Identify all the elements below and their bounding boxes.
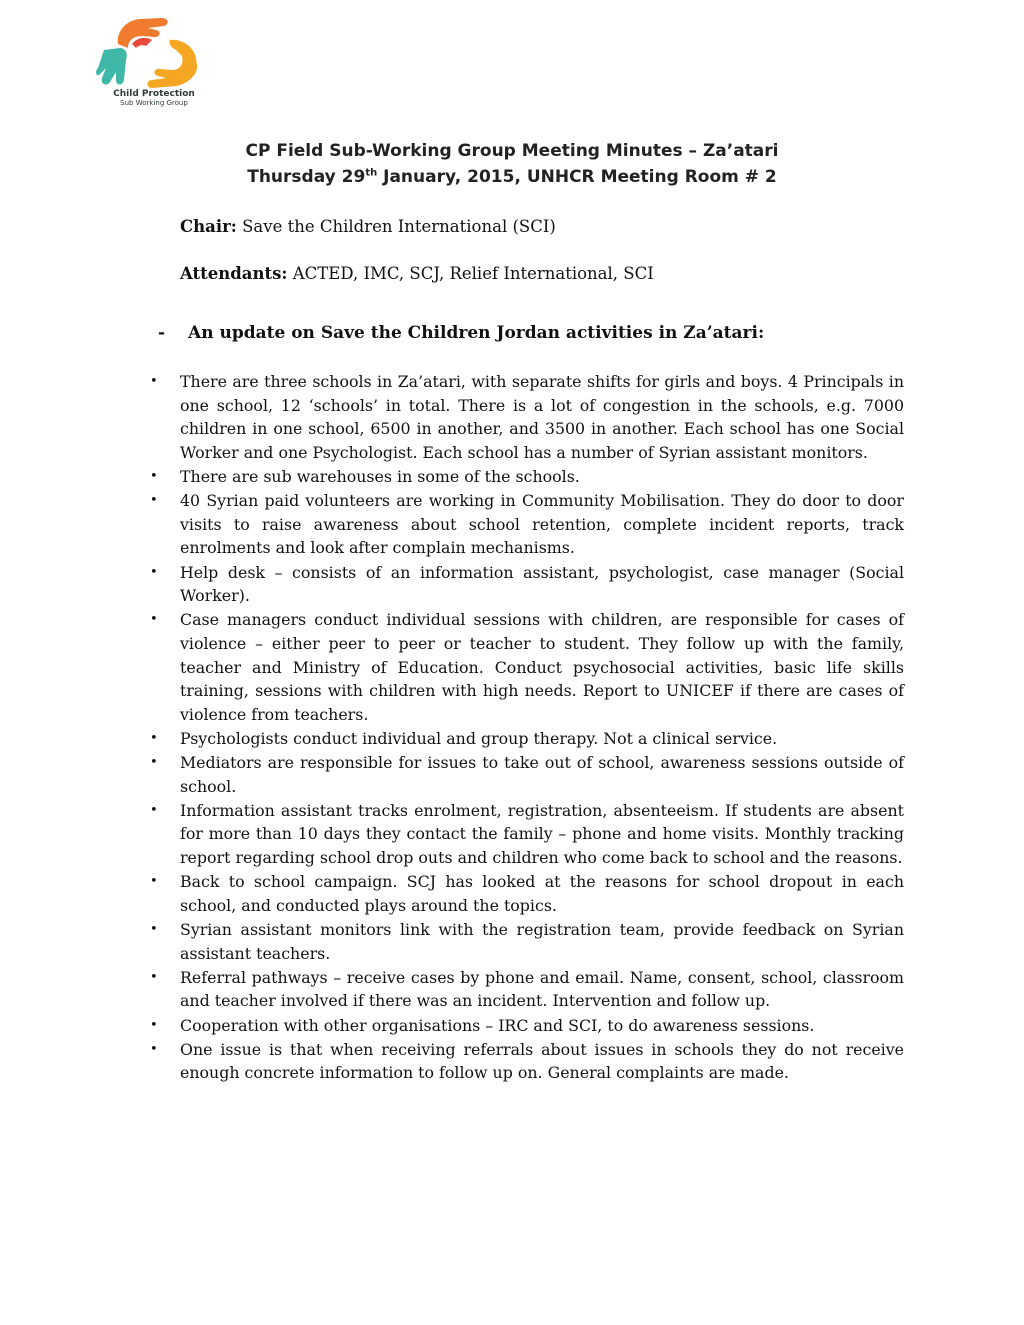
list-item-text: Information assistant tracks enrolment, registration, absenteeism. If students are absent for more than 10 days they contact the family – phone and home visits. Monthly tracking report regarding school drop outs and children who come back to school and the reasons. [180, 800, 904, 868]
bullet-icon: • [150, 564, 158, 580]
section-heading [158, 320, 764, 346]
section-heading-text: An update on Save the Children Jordan activities in Za’atari: [188, 323, 765, 343]
list-item [147, 751, 904, 798]
title-date-suffix: th [365, 167, 378, 179]
list-item [147, 465, 904, 489]
bullet-icon: • [150, 802, 158, 818]
list-item [147, 608, 904, 726]
bullet-icon: • [150, 374, 158, 389]
attendants-line [180, 262, 654, 286]
chair-line [180, 215, 556, 239]
bullet-icon: • [150, 1017, 158, 1033]
hands-logo-icon [96, 14, 208, 94]
bullet-icon: • [150, 969, 158, 985]
chair-value: Save the Children International (SCI) [236, 217, 556, 236]
list-item-text: Syrian assistant monitors link with the registration team, provide feedback on Syrian assistant teachers. [180, 920, 904, 963]
bullet-icon: • [150, 468, 158, 484]
list-item [147, 727, 904, 751]
list-item-text: 40 Syrian paid volunteers are working in Community Mobilisation. They do door to door visits to raise awareness about school retention, complete incident reports, track enrolments and look after complain mechanisms. [180, 491, 904, 558]
list-item-text: Referral pathways – receive cases by phone and email. Name, consent, school, classroom and teacher involved if there was an incident. Intervention and follow up. [180, 967, 904, 1011]
logo [96, 14, 208, 112]
list-item-text: Case managers conduct individual sessions with children, are responsible for cases of violence – either peer to peer or teacher to student. They follow up with the family, teacher and Ministry of Education. Conduct psychosocial activities, basic life skills training, sessions with children with high needs. Report to UNICEF if there are cases of violence from teachers. [180, 610, 904, 724]
title-line-2 [0, 164, 1024, 190]
list-item-text: Mediators are responsible for issues to take out of school, awareness sessions outside of school. [180, 753, 904, 796]
bullet-icon: • [150, 493, 158, 509]
logo-subtitle: Sub Working Group [120, 99, 188, 107]
list-item [147, 918, 904, 965]
list-item [147, 966, 904, 1013]
attendants-value: ACTED, IMC, SCJ, Relief International, SCI [287, 264, 654, 283]
list-item-text: One issue is that when receiving referrals about issues in schools they do not receive enough concrete information to follow up on. General complaints are made. [180, 1039, 904, 1083]
list-item-text: Psychologists conduct individual and group therapy. Not a clinical service. [180, 728, 778, 748]
attendants-label: Attendants: [180, 264, 288, 283]
list-item [147, 489, 904, 560]
list-item [147, 561, 904, 608]
list-item-text: There are sub warehouses in some of the schools. [180, 466, 580, 486]
title-date-day: Thursday 29 [247, 167, 366, 187]
list-item [147, 1014, 904, 1038]
list-item [147, 799, 904, 870]
chair-label: Chair: [180, 217, 237, 236]
bullet-icon: • [150, 874, 158, 890]
list-item-text: Help desk – consists of an information assistant, psychologist, case manager (Social Worker). [180, 562, 904, 606]
bullet-icon: • [150, 1041, 158, 1057]
list-item [147, 370, 904, 464]
list-item-text: Back to school campaign. SCJ has looked at the reasons for school dropout in each school, and conducted plays around the topics. [180, 872, 904, 915]
logo-title: Child Protection [113, 89, 195, 99]
document-title [0, 138, 1024, 190]
list-item-text: There are three schools in Za’atari, with separate shifts for girls and boys. 4 Principals in one school, 12 ‘schools’ in total. There is a lot of congestion in the schools, e.g. 7000 children in one school, 6500 in another, and 3500 in another. Each school has one Social Worker and one Psychologist. Each school has a number of Syrian assistant monitors. [180, 372, 904, 462]
list-item-text: Cooperation with other organisations – IRC and SCI, to do awareness sessions. [180, 1015, 815, 1035]
title-line-1: CP Field Sub-Working Group Meeting Minutes – Za’atari [245, 141, 779, 161]
section-dash: - [158, 323, 166, 343]
bullet-icon: • [150, 922, 158, 937]
bullet-list [147, 370, 904, 1086]
title-date-rest: January, 2015, UNHCR Meeting Room # 2 [377, 167, 777, 187]
list-item [147, 1038, 904, 1085]
bullet-icon: • [150, 755, 158, 771]
bullet-icon: • [150, 730, 158, 746]
bullet-icon: • [150, 612, 158, 628]
list-item [147, 870, 904, 917]
